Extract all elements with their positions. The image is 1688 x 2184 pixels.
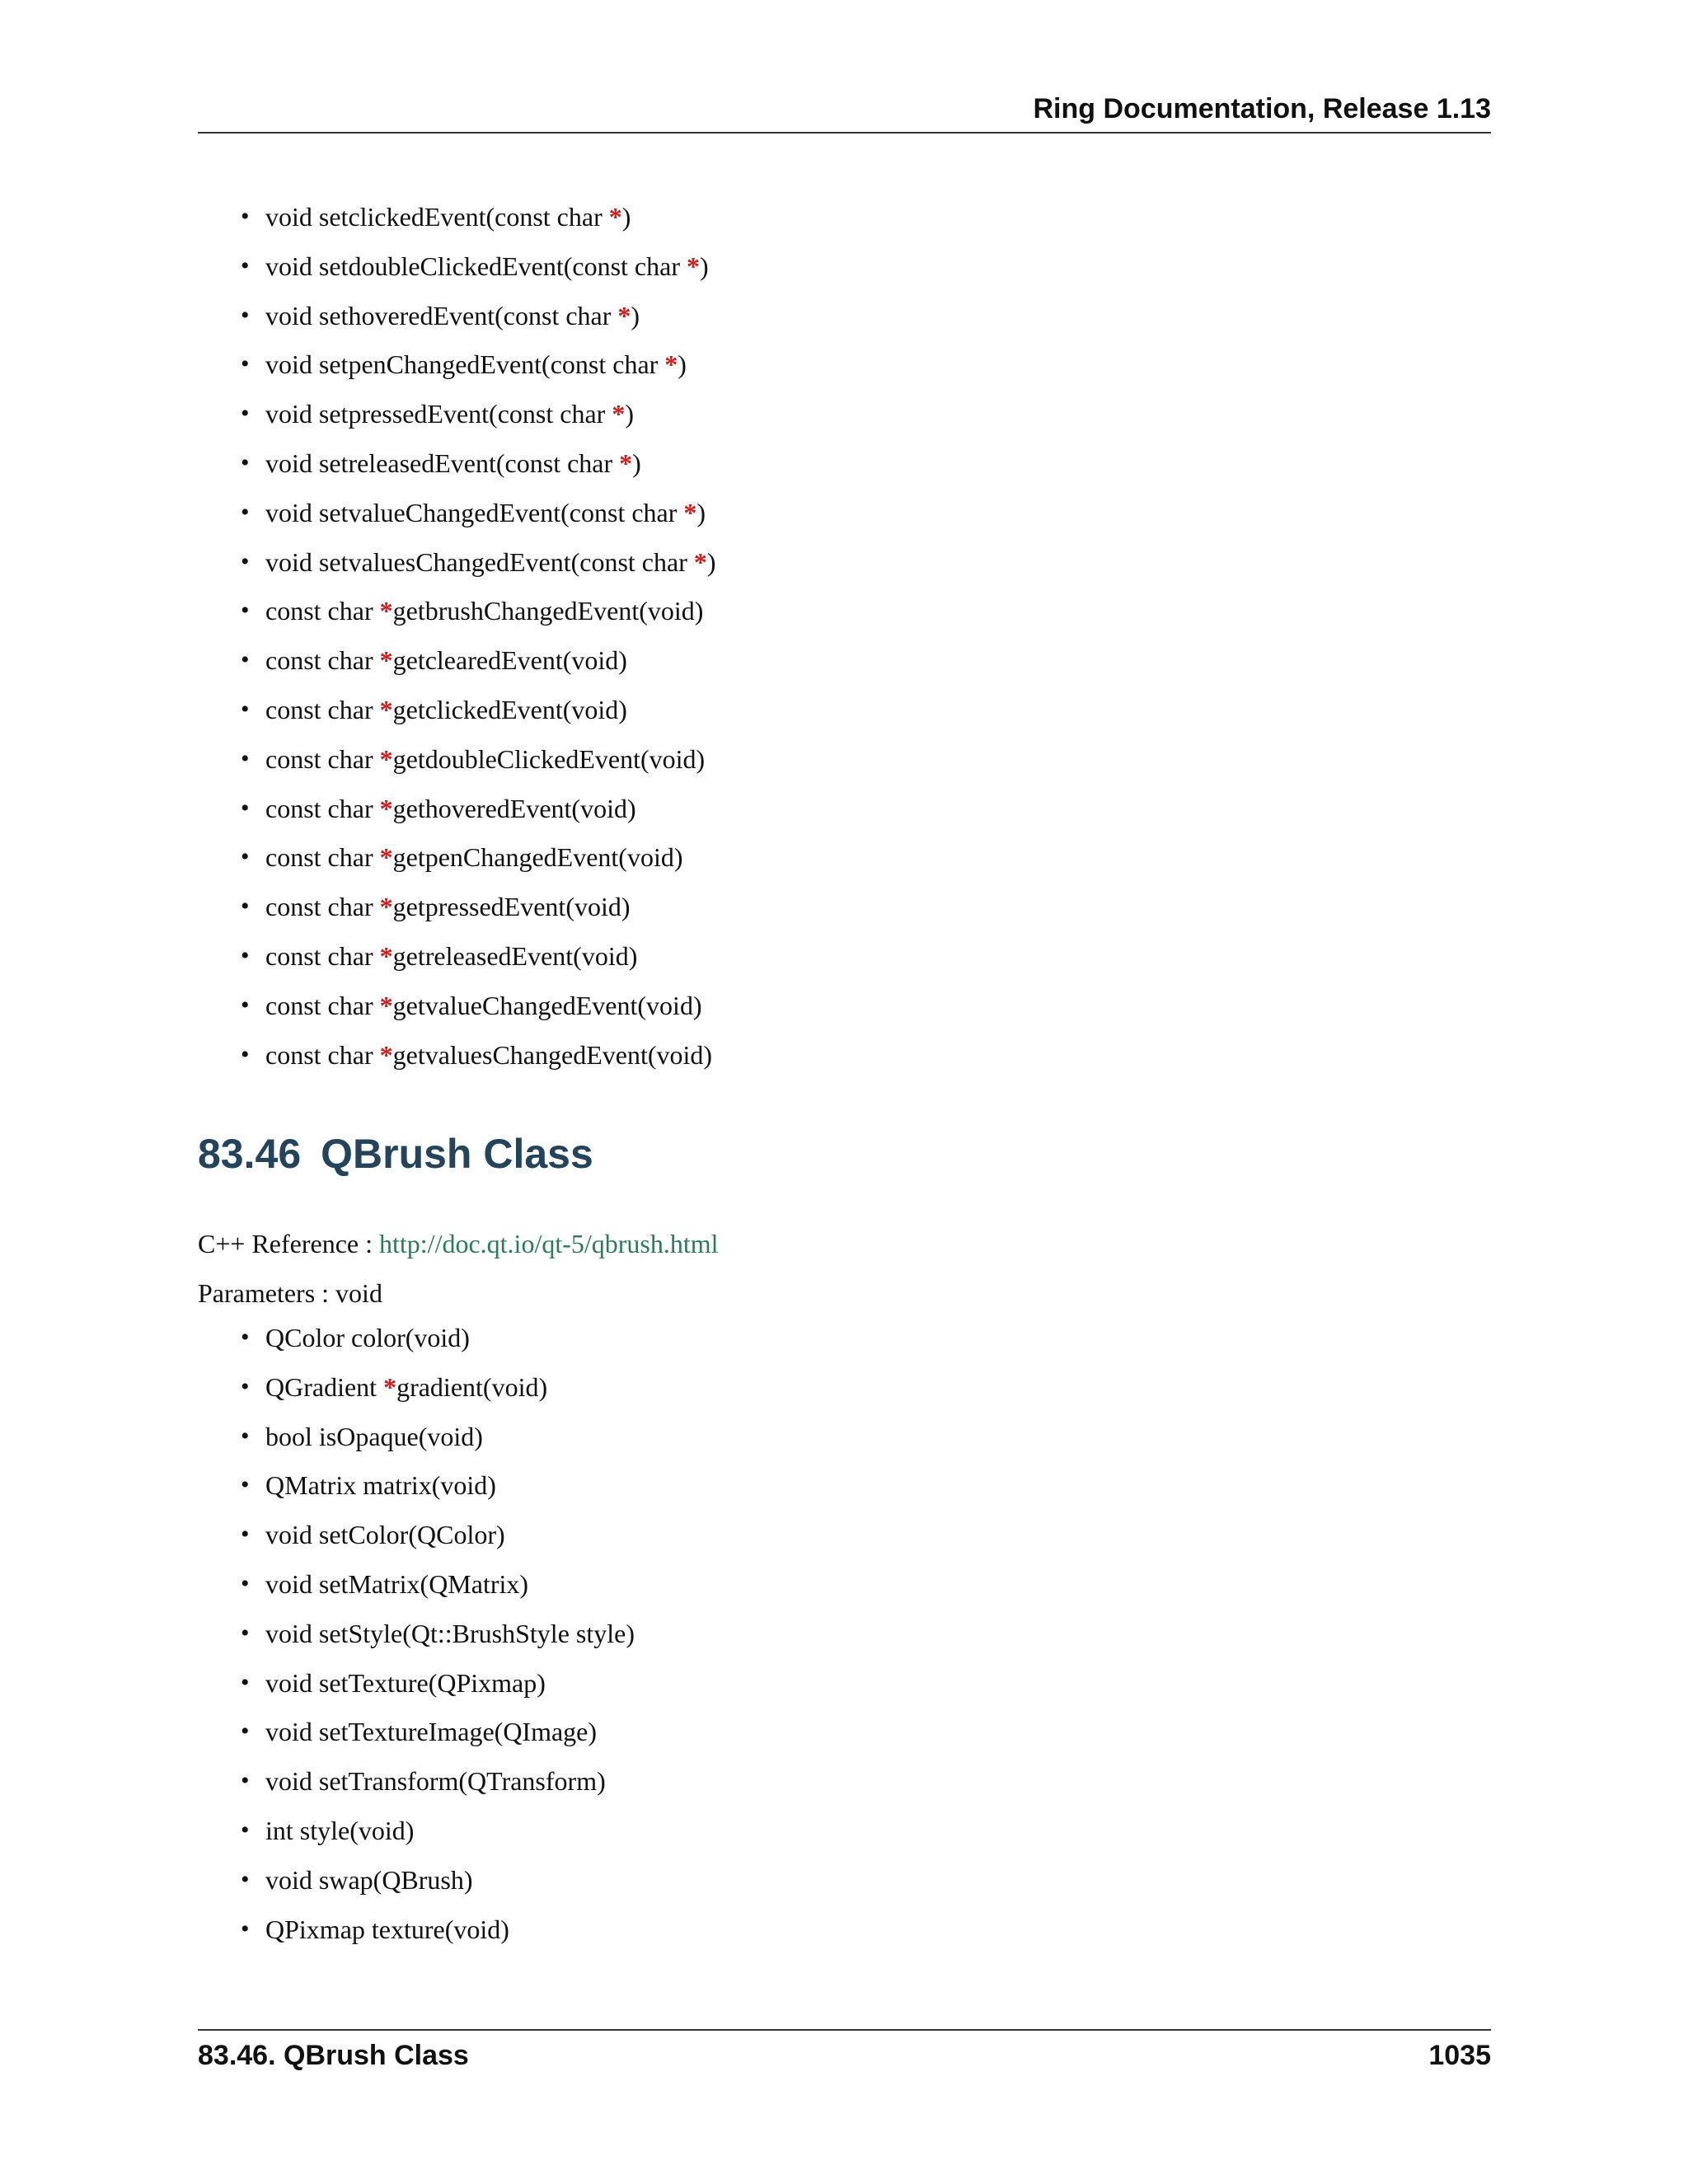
bullet-icon: • [241, 1324, 250, 1351]
bullet-icon: • [241, 1372, 250, 1400]
page-header [198, 92, 1491, 134]
pointer-asterisk: * [379, 1039, 393, 1070]
item-text-end: getclickedEvent(void) [392, 694, 627, 724]
item-text-start: const char [265, 645, 380, 676]
list-item [241, 1568, 635, 1617]
pointer-asterisk: * [379, 743, 393, 774]
bullet-icon: • [241, 350, 250, 378]
list-item [241, 1814, 635, 1863]
bullet-icon: • [241, 695, 250, 723]
item-text-end: getreleasedEvent(void) [392, 940, 638, 971]
pointer-asterisk: * [379, 694, 393, 724]
bullet-icon: • [241, 1422, 250, 1450]
list-item [241, 1321, 635, 1371]
footer-section-title: 83.46. QBrush Class [198, 2040, 469, 2071]
item-text-start: void setTexture(QPixmap) [265, 1667, 546, 1698]
item-text-start: const char [265, 990, 380, 1020]
bullet-icon: • [241, 1816, 250, 1844]
pointer-asterisk: * [379, 645, 393, 676]
list-item [241, 989, 716, 1038]
cpp-reference-link[interactable]: http://doc.qt.io/qt-5/qbrush.html [379, 1229, 719, 1258]
pointer-asterisk: * [619, 448, 633, 478]
list-item [241, 1863, 635, 1913]
parameters-line: Parameters : void [198, 1278, 382, 1308]
item-text-end: getdoubleClickedEvent(void) [392, 743, 706, 774]
pointer-asterisk: * [379, 990, 393, 1020]
item-text-end: ) [625, 399, 634, 429]
list-item [241, 1617, 635, 1666]
item-text-end: gradient(void) [396, 1371, 548, 1402]
list-item [241, 200, 716, 250]
bullet-icon: • [241, 597, 250, 625]
item-text-start: void setdoubleClickedEvent(const char [265, 251, 687, 281]
item-text-start: const char [265, 842, 380, 873]
item-text-start: const char [265, 694, 380, 724]
item-text-start: QColor color(void) [265, 1323, 470, 1352]
bullet-icon: • [241, 1471, 250, 1499]
bullet-icon: • [241, 498, 250, 526]
list-item [241, 594, 716, 644]
pointer-asterisk: * [693, 546, 707, 577]
item-text-start: void setTransform(QTransform) [265, 1766, 606, 1797]
item-text-end: ) [631, 300, 640, 330]
item-text-end: ) [699, 251, 709, 281]
item-text-start: QMatrix matrix(void) [265, 1470, 496, 1501]
item-text-start: const char [265, 793, 380, 823]
bullet-icon: • [241, 843, 250, 871]
list-item [241, 397, 716, 447]
list-item [241, 1765, 635, 1814]
cpp-reference-label: C++ Reference : [198, 1229, 379, 1258]
item-text-start: const char [265, 743, 380, 774]
bullet-icon: • [241, 1767, 250, 1795]
bullet-icon: • [241, 646, 250, 674]
bullet-icon: • [241, 251, 250, 279]
item-text-start: const char [265, 1039, 380, 1070]
item-text-start: void setColor(QColor) [265, 1520, 505, 1550]
list-item [241, 1715, 635, 1765]
item-text-start: void setpressedEvent(const char [265, 399, 612, 429]
bullet-icon: • [241, 1040, 250, 1068]
bullet-icon: • [241, 991, 250, 1019]
list-item [241, 792, 716, 841]
item-text-start: void swap(QBrush) [265, 1864, 473, 1895]
list-item [241, 348, 716, 397]
list-item [241, 299, 716, 349]
section-title: QBrush Class [321, 1131, 593, 1177]
list-item [241, 1913, 635, 1962]
bullet-icon: • [241, 203, 250, 230]
method-list-top [241, 200, 716, 1087]
pointer-asterisk: * [686, 251, 700, 281]
bullet-icon: • [241, 744, 250, 772]
bullet-icon: • [241, 448, 250, 476]
item-text-start: void setStyle(Qt::BrushStyle style) [265, 1618, 635, 1648]
pointer-asterisk: * [379, 892, 393, 922]
page-footer [198, 2029, 1491, 2074]
pointer-asterisk: * [683, 497, 697, 527]
pointer-asterisk: * [379, 793, 393, 823]
list-item [241, 841, 716, 890]
item-text-start: bool isOpaque(void) [265, 1421, 483, 1451]
item-text-start: void sethoveredEvent(const char [265, 300, 618, 330]
item-text-end: getclearedEvent(void) [392, 645, 627, 676]
list-item [241, 447, 716, 496]
pointer-asterisk: * [664, 349, 678, 380]
list-item [241, 250, 716, 299]
document-title: Ring Documentation, Release 1.13 [1033, 93, 1491, 124]
item-text-end: getvalueChangedEvent(void) [392, 990, 702, 1020]
method-list-bottom [241, 1321, 635, 1961]
item-text-start: const char [265, 596, 380, 626]
item-text-start: int style(void) [265, 1815, 415, 1845]
bullet-icon: • [241, 941, 250, 969]
list-item [241, 1666, 635, 1716]
item-text-start: void setvaluesChangedEvent(const char [265, 546, 694, 577]
pointer-asterisk: * [379, 842, 393, 873]
list-item [241, 693, 716, 743]
bullet-icon: • [241, 893, 250, 921]
item-text-end: ) [706, 546, 716, 577]
item-text-start: void setMatrix(QMatrix) [265, 1568, 529, 1599]
bullet-icon: • [241, 1915, 250, 1943]
item-text-end: getpenChangedEvent(void) [392, 842, 683, 873]
bullet-icon: • [241, 1668, 250, 1696]
page-number: 1035 [1428, 2040, 1491, 2071]
item-text-start: void setvalueChangedEvent(const char [265, 497, 684, 527]
item-text-end: gethoveredEvent(void) [392, 793, 636, 823]
list-item [241, 890, 716, 940]
list-item [241, 1371, 635, 1420]
bullet-icon: • [241, 1865, 250, 1893]
item-text-end: ) [632, 448, 641, 478]
list-item [241, 496, 716, 546]
list-item [241, 743, 716, 792]
item-text-end: ) [621, 202, 631, 232]
item-text-end: getvaluesChangedEvent(void) [392, 1039, 713, 1070]
section-number: 83.46 [198, 1131, 302, 1177]
item-text-end: ) [678, 349, 687, 380]
bullet-icon: • [241, 301, 250, 329]
item-text-end: getbrushChangedEvent(void) [392, 596, 704, 626]
pointer-asterisk: * [617, 300, 631, 330]
pointer-asterisk: * [379, 940, 393, 971]
list-item [241, 1420, 635, 1469]
item-text-start: void setreleasedEvent(const char [265, 448, 620, 478]
bullet-icon: • [241, 400, 250, 428]
item-text-start: void setpenChangedEvent(const char [265, 349, 665, 380]
bullet-icon: • [241, 1718, 250, 1746]
pointer-asterisk: * [383, 1371, 397, 1402]
section-heading [198, 1129, 593, 1179]
item-text-start: QPixmap texture(void) [265, 1914, 509, 1944]
list-item [241, 644, 716, 693]
list-item [241, 940, 716, 989]
list-item [241, 1469, 635, 1518]
list-item [241, 1518, 635, 1568]
item-text-start: const char [265, 892, 380, 922]
item-text-end: getpressedEvent(void) [392, 892, 631, 922]
item-text-start: void setTextureImage(QImage) [265, 1717, 598, 1747]
pointer-asterisk: * [612, 399, 626, 429]
bullet-icon: • [241, 794, 250, 822]
list-item [241, 546, 716, 595]
bullet-icon: • [241, 547, 250, 575]
pointer-asterisk: * [608, 202, 622, 232]
item-text-start: void setclickedEvent(const char [265, 202, 609, 232]
item-text-end: ) [696, 497, 706, 527]
bullet-icon: • [241, 1619, 250, 1647]
bullet-icon: • [241, 1521, 250, 1549]
cpp-reference-line [198, 1227, 719, 1260]
pointer-asterisk: * [379, 596, 393, 626]
bullet-icon: • [241, 1569, 250, 1597]
list-item [241, 1038, 716, 1088]
item-text-start: QGradient [265, 1371, 384, 1402]
item-text-start: const char [265, 940, 380, 971]
